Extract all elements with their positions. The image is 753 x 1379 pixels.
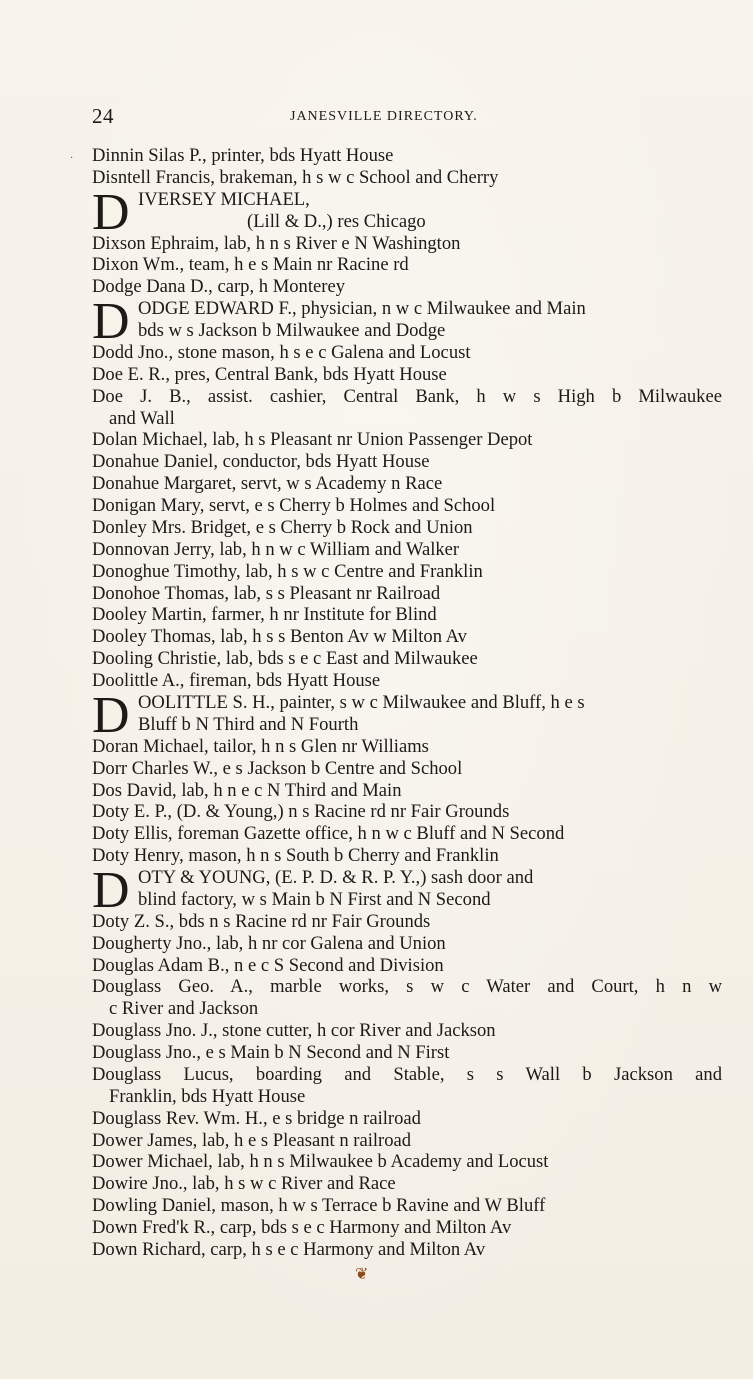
running-title: JANESVILLE DIRECTORY.: [290, 109, 478, 124]
entry-line: bds w s Jackson b Milwaukee and Dodge: [138, 320, 446, 342]
entry-line: (Lill & D.,) res Chicago: [247, 210, 426, 232]
entry-line: Down Richard, carp, h s e c Harmony and Milton Av: [92, 1239, 486, 1260]
directory-entry: [92, 626, 722, 648]
entry-line: Donahue Margaret, servt, w s Academy n Race: [92, 473, 443, 495]
entry-line: Dixson Ephraim, lab, h n s River e N Washington: [92, 232, 461, 254]
directory-entry: [92, 583, 722, 605]
directory-entry: [92, 276, 722, 298]
directory-entry: [92, 1217, 722, 1239]
directory-entry: [92, 451, 722, 473]
entry-line: Donoghue Timothy, lab, h s w c Centre and Franklin: [92, 560, 483, 582]
ornament-icon: ❦: [355, 1266, 369, 1283]
directory-entry: [92, 1239, 722, 1261]
entry-line: Dougherty Jno., lab, h nr cor Galena and Union: [92, 932, 446, 954]
directory-entry: [92, 911, 722, 933]
page-header: [92, 104, 532, 128]
entry-line: Donigan Mary, servt, e s Cherry b Holmes and School: [92, 495, 496, 517]
entry-line: OTY & YOUNG, (E. P. D. & R. P. Y.,) sash door and: [138, 867, 534, 889]
entry-line: Dorr Charles W., e s Jackson b Centre and School: [92, 757, 463, 779]
entry-line: Dolan Michael, lab, h s Pleasant nr Union Passenger Depot: [92, 429, 533, 451]
directory-entry: [92, 955, 722, 977]
entry-line: Doolittle A., fireman, bds Hyatt House: [92, 670, 381, 692]
directory-entry: [92, 1108, 722, 1130]
directory-entry: [92, 1020, 722, 1042]
directory-entry: [92, 801, 722, 823]
directory-entry: [92, 561, 722, 583]
entry-line: Dooley Thomas, lab, h s s Benton Av w Milton Av: [92, 626, 467, 648]
directory-entry: [92, 364, 722, 386]
directory-entry: [92, 648, 722, 670]
entry-line: Dowling Daniel, mason, h w s Terrace b Ravine and W Bluff: [92, 1195, 546, 1217]
entry-line: Doty Ellis, foreman Gazette office, h n w c Bluff and N Second: [92, 823, 565, 845]
entry-line: Douglass Lucus, boarding and Stable, s s Wall b Jackson and: [92, 1063, 722, 1085]
stray-mark: ·: [70, 153, 74, 164]
directory-entry: [92, 670, 722, 692]
entry-line: Dower Michael, lab, h n s Milwaukee b Academy and Locust: [92, 1151, 549, 1173]
directory-entry: [92, 386, 722, 430]
entry-line: Douglas Adam B., n e c S Second and Division: [92, 954, 444, 976]
directory-entry: [92, 539, 722, 561]
entry-line: Dooley Martin, farmer, h nr Institute for Blind: [92, 604, 437, 626]
entry-line: c River and Jackson: [109, 998, 259, 1020]
directory-entry: [92, 604, 722, 626]
entry-line: Doty Henry, mason, h n s South b Cherry and Franklin: [92, 845, 499, 867]
entry-line: Dooling Christie, lab, bds s e c East and Milwaukee: [92, 648, 478, 670]
entry-line: Doe E. R., pres, Central Bank, bds Hyatt House: [92, 363, 447, 385]
directory-entry: [92, 758, 722, 780]
directory-entry: [92, 429, 722, 451]
drop-cap: D: [92, 183, 130, 241]
entry-line: Dodge Dana D., carp, h Monterey: [92, 276, 345, 298]
entry-line: Doran Michael, tailor, h n s Glen nr Williams: [92, 735, 429, 757]
entry-line: Disntell Francis, brakeman, h s w c School and Cherry: [92, 166, 499, 188]
directory-entry: [92, 687, 722, 744]
entry-line: Doty Z. S., bds n s Racine rd nr Fair Grounds: [92, 910, 431, 932]
entry-line: Dos David, lab, h n e c N Third and Main: [92, 779, 402, 801]
directory-entry: [92, 473, 722, 495]
entry-line: Dodd Jno., stone mason, h s e c Galena and Locust: [92, 341, 471, 363]
entry-line: Donahue Daniel, conductor, bds Hyatt House: [92, 451, 430, 473]
entry-line: Doe J. B., assist. cashier, Central Bank, h w s High b Milwaukee: [92, 385, 722, 407]
directory-entry: [92, 933, 722, 955]
entry-line: Douglass Rev. Wm. H., e s bridge n railroad: [92, 1107, 421, 1129]
entry-line: Bluff b N Third and N Fourth: [138, 714, 359, 735]
entry-line: Douglass Jno., e s Main b N Second and N First: [92, 1042, 450, 1064]
directory-entry: [92, 976, 722, 1020]
directory-entry: [92, 1195, 722, 1217]
entry-line: Dower James, lab, h e s Pleasant n railroad: [92, 1129, 412, 1151]
directory-entry: [92, 167, 722, 189]
directory-entry: [92, 517, 722, 539]
entry-line: Doty E. P., (D. & Young,) n s Racine rd nr Fair Grounds: [92, 801, 510, 823]
directory-entry: [92, 1151, 722, 1173]
entry-line: Franklin, bds Hyatt House: [109, 1085, 306, 1107]
directory-entry: [92, 1064, 722, 1108]
entry-line: Douglass Geo. A., marble works, s w c Water and Court, h n w: [92, 976, 722, 998]
entry-line: IVERSEY MICHAEL,: [138, 188, 310, 210]
directory-entry: [92, 233, 722, 255]
directory-entry: [92, 823, 722, 845]
directory-entry: [92, 780, 722, 802]
entry-line: OOLITTLE S. H., painter, s w c Milwaukee and Bluff, h e s: [138, 692, 585, 713]
entry-line: Donley Mrs. Bridget, e s Cherry b Rock and Union: [92, 516, 473, 538]
entry-line: and Wall: [109, 407, 175, 429]
entry-line: Douglass Jno. J., stone cutter, h cor River and Jackson: [92, 1020, 496, 1042]
directory-entry: [92, 845, 722, 867]
directory-entry: [92, 1130, 722, 1152]
directory-entry: [92, 342, 722, 364]
directory-entry: [92, 736, 722, 758]
entry-line: blind factory, w s Main b N First and N Second: [138, 889, 491, 911]
entry-line: Dowire Jno., lab, h s w c River and Race: [92, 1173, 396, 1195]
directory-entry: [92, 145, 722, 167]
entry-line: ODGE EDWARD F., physician, n w c Milwaukee and Main: [138, 298, 586, 320]
directory-entry: [92, 183, 722, 241]
entry-line: Dixon Wm., team, h e s Main nr Racine rd: [92, 254, 409, 276]
entry-line: Donnovan Jerry, lab, h n w c William and Walker: [92, 538, 460, 560]
directory-entry: [92, 1173, 722, 1195]
directory-entry: [92, 862, 722, 920]
drop-cap: D: [92, 862, 130, 920]
directory-entry: [92, 254, 722, 276]
entry-line: Donohoe Thomas, lab, s s Pleasant nr Railroad: [92, 582, 441, 604]
directory-entry: [92, 495, 722, 517]
drop-cap: D: [92, 687, 130, 744]
page-number: 24: [92, 104, 114, 128]
directory-entry: [92, 1042, 722, 1064]
entry-line: Down Fred'k R., carp, bds s e c Harmony and Milton Av: [92, 1217, 512, 1239]
entry-line: Dinnin Silas P., printer, bds Hyatt House: [92, 145, 394, 166]
directory-entry: [92, 293, 722, 351]
drop-cap: D: [92, 293, 130, 351]
